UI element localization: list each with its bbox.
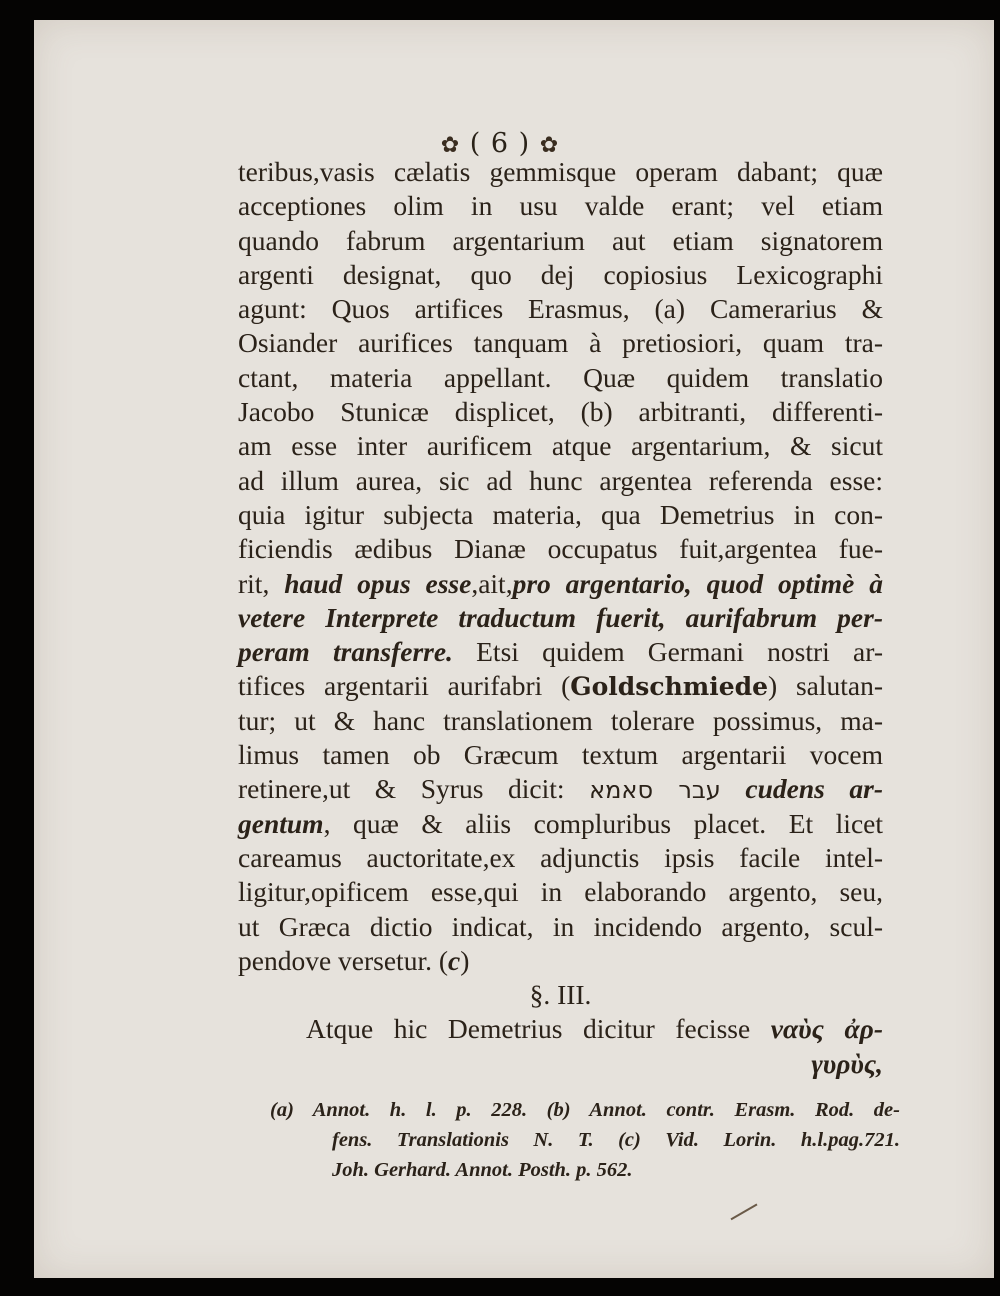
text-line: am esse inter aurificem atque argentarium, & sicut [238,430,883,462]
text-roman: ) salutan- [767,670,883,702]
text-line [238,1012,883,1046]
text-line: tur; ut & hanc translationem tolerare possimus, ma- [238,704,883,736]
text-italic: peram transferre. [238,636,453,668]
text-greek: ναὺς ἀρ- [770,1013,883,1045]
text-line: quia igitur subjecta materia, qua Demetrius in con- [238,498,883,530]
footnote-line: (a) Annot. h. l. p. 228. (b) Annot. contr. Erasm. Rod. de- [270,1099,900,1121]
text-line: teribus,vasis cælatis gemmisque operam dabant; quæ [238,156,883,187]
text-italic: cudens ar- [720,773,883,805]
ornament-left-icon: ✿ [440,133,461,158]
text-blackletter: Goldschmiede [570,672,768,702]
text-line: agunt: Quos artifices Erasmus, (a) Camerarius & [238,293,883,325]
text-line [238,669,883,703]
text-line: Osiander aurifices tanquam à pretiosiori, quam tra- [238,327,883,359]
text-line [238,1047,883,1081]
text-line [238,601,883,635]
text-hebrew: עבר סאמא [589,776,721,805]
text-greek: γυρὺς, [811,1047,883,1079]
text-line [238,772,883,806]
text-roman: ) [460,944,470,976]
text-line: ut Græca dictio indicat, in incidendo argento, scul- [238,910,883,942]
text-roman: pendove versetur. ( [238,944,448,976]
text-line [238,944,883,978]
text-roman: ,ait, [471,567,513,599]
text-italic: pro argentario, quod optimè à [512,567,883,599]
text-roman: retinere,ut & Syrus dicit: [238,773,590,805]
text-line: careamus auctoritate,ex adjunctis ipsis facile intel- [238,841,883,873]
text-roman: Etsi quidem Germani nostri ar- [452,636,883,668]
text-roman: rit, [238,567,285,599]
text-line: ficiendis ædibus Dianæ occupatus fuit,argentea fue- [238,533,883,565]
text-line: ad illum aurea, sic ad hunc argentea referenda esse: [238,464,883,496]
text-roman: , quæ & aliis compluribus placet. Et licet [323,807,883,839]
text-line [238,567,883,601]
text-line [238,635,883,669]
text-roman: tifices argentarii aurifabri ( [238,670,571,702]
footnote-line: Joh. Gerhard. Annot. Posth. p. 562. [332,1159,633,1181]
text-roman: Atque hic Demetrius dicitur fecisse [306,1013,771,1045]
text-italic: gentum [238,807,324,839]
section-heading: §. III. [529,979,592,1011]
text-line: Jacobo Stunicæ displicet, (b) arbitranti, differenti- [238,396,883,428]
text-line [238,807,883,841]
text-line: limus tamen ob Græcum textum argentarii vocem [238,739,883,771]
text-line: quando fabrum argentarium aut etiam signatorem [238,224,883,256]
text-italic: c [448,944,461,976]
text-line: argenti designat, quo dej copiosius Lexicographi [238,258,883,290]
footnotes [270,1095,900,1185]
footnote-line: fens. Translationis N. T. (c) Vid. Lorin. h.l.pag.721. [332,1129,900,1151]
text-line: ligitur,opificem esse,qui in elaborando argento, seu, [238,876,883,908]
text-italic: haud opus esse [284,567,472,599]
page-number: ( 6 ) [469,128,531,159]
text-italic: vetere Interprete traductum fuerit, aurifabrum per- [238,601,883,633]
ornament-right-icon: ✿ [539,133,560,158]
text-line: ctant, materia appellant. Quæ quidem translatio [238,361,883,393]
body-text [238,155,883,1081]
text-line: acceptiones olim in usu valde erant; vel etiam [238,190,883,222]
